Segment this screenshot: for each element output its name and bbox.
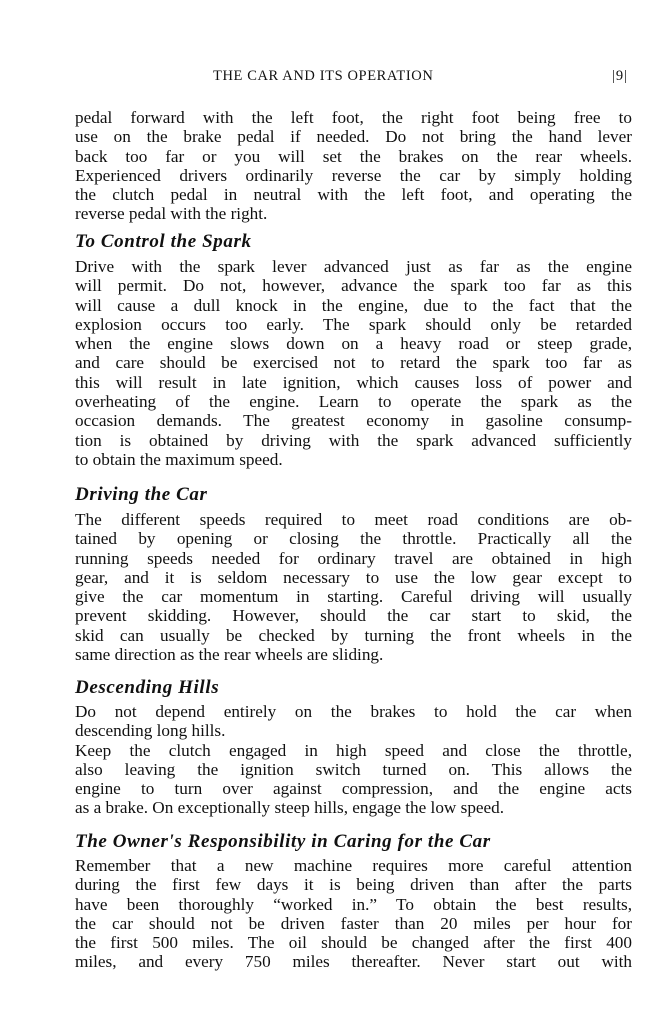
text-line: gear, and it is seldom necessary to use the low gear except to [75, 567, 632, 587]
text-line: Experienced drivers ordinarily reverse the car by simply holding [75, 165, 632, 185]
paragraph [75, 108, 632, 224]
section-heading: To Control the Spark [75, 231, 252, 252]
text-line: tained by opening or closing the throttle. Practically all the [75, 529, 632, 549]
text-line: descending long hills. [75, 721, 226, 741]
text-line: also leaving the ignition switch turned on. This allows the [75, 759, 632, 779]
text-line: and care should be exercised not to retard the spark too far as [75, 353, 632, 373]
text-line: tion is obtained by driving with the spark advanced sufficiently [75, 430, 632, 450]
text-line: engine to turn over against compression, and the engine acts [75, 779, 632, 799]
text-line: the car should not be driven faster than 20 miles per hour for [75, 913, 632, 933]
text-line: as a brake. On exceptionally steep hills, engage the low speed. [75, 798, 505, 818]
text-line: have been thoroughly “worked in.” To obtain the best results, [75, 894, 632, 914]
text-line: this will result in late ignition, which causes loss of power and [75, 372, 632, 392]
text-line: overheating of the engine. Learn to operate the spark as the [75, 392, 632, 412]
text-line: The different speeds required to meet road conditions are ob- [75, 510, 632, 529]
text-line: Do not depend entirely on the brakes to hold the car when [75, 702, 632, 721]
text-line: use on the brake pedal if needed. Do not bring the hand lever [75, 127, 632, 147]
text-line: during the first few days it is being driven than after the parts [75, 875, 632, 895]
text-line: explosion occurs too early. The spark should only be retarded [75, 314, 632, 334]
section-heading: Descending Hills [75, 677, 220, 698]
text-line: reverse pedal with the right. [75, 204, 268, 224]
page-number: |9| [611, 68, 628, 84]
paragraph [75, 856, 632, 972]
paragraph [75, 702, 632, 818]
text-line: running speeds needed for ordinary travel are obtained in high [75, 548, 632, 568]
text-line: the first 500 miles. The oil should be changed after the first 400 [75, 933, 632, 953]
running-head [0, 68, 655, 88]
paragraph [75, 257, 632, 469]
text-line: skid can usually be checked by turning the front wheels in the [75, 625, 632, 645]
section-heading: Driving the Car [75, 484, 208, 505]
text-line: the clutch pedal in neutral with the left foot, and operating the [75, 185, 632, 205]
text-line: will permit. Do not, however, advance the spark too far as this [75, 276, 632, 296]
text-line: to obtain the maximum speed. [75, 449, 283, 469]
text-line: prevent skidding. However, should the car start to skid, the [75, 606, 632, 626]
text-line: Drive with the spark lever advanced just as far as the engine [75, 257, 632, 276]
text-line: will cause a dull knock in the engine, due to the fact that the [75, 295, 632, 315]
text-line: same direction as the rear wheels are sliding. [75, 645, 384, 665]
text-line: pedal forward with the left foot, the right foot being free to [75, 108, 632, 127]
text-line: miles, and every 750 miles thereafter. Never start out with [75, 952, 632, 972]
running-head-title: THE CAR AND ITS OPERATION [213, 68, 434, 84]
text-line: Keep the clutch engaged in high speed and close the throttle, [75, 740, 632, 760]
text-line: give the car momentum in starting. Careful driving will usually [75, 587, 632, 607]
text-line: Remember that a new machine requires more careful attention [75, 856, 632, 875]
text-line: back too far or you will set the brakes on the rear wheels. [75, 146, 632, 166]
text-line: occasion demands. The greatest economy in gasoline consump- [75, 411, 632, 431]
text-line: when the engine slows down on a heavy road or steep grade, [75, 334, 632, 354]
section-heading: The Owner's Responsibility in Caring for the Car [75, 831, 491, 852]
paragraph [75, 510, 632, 664]
